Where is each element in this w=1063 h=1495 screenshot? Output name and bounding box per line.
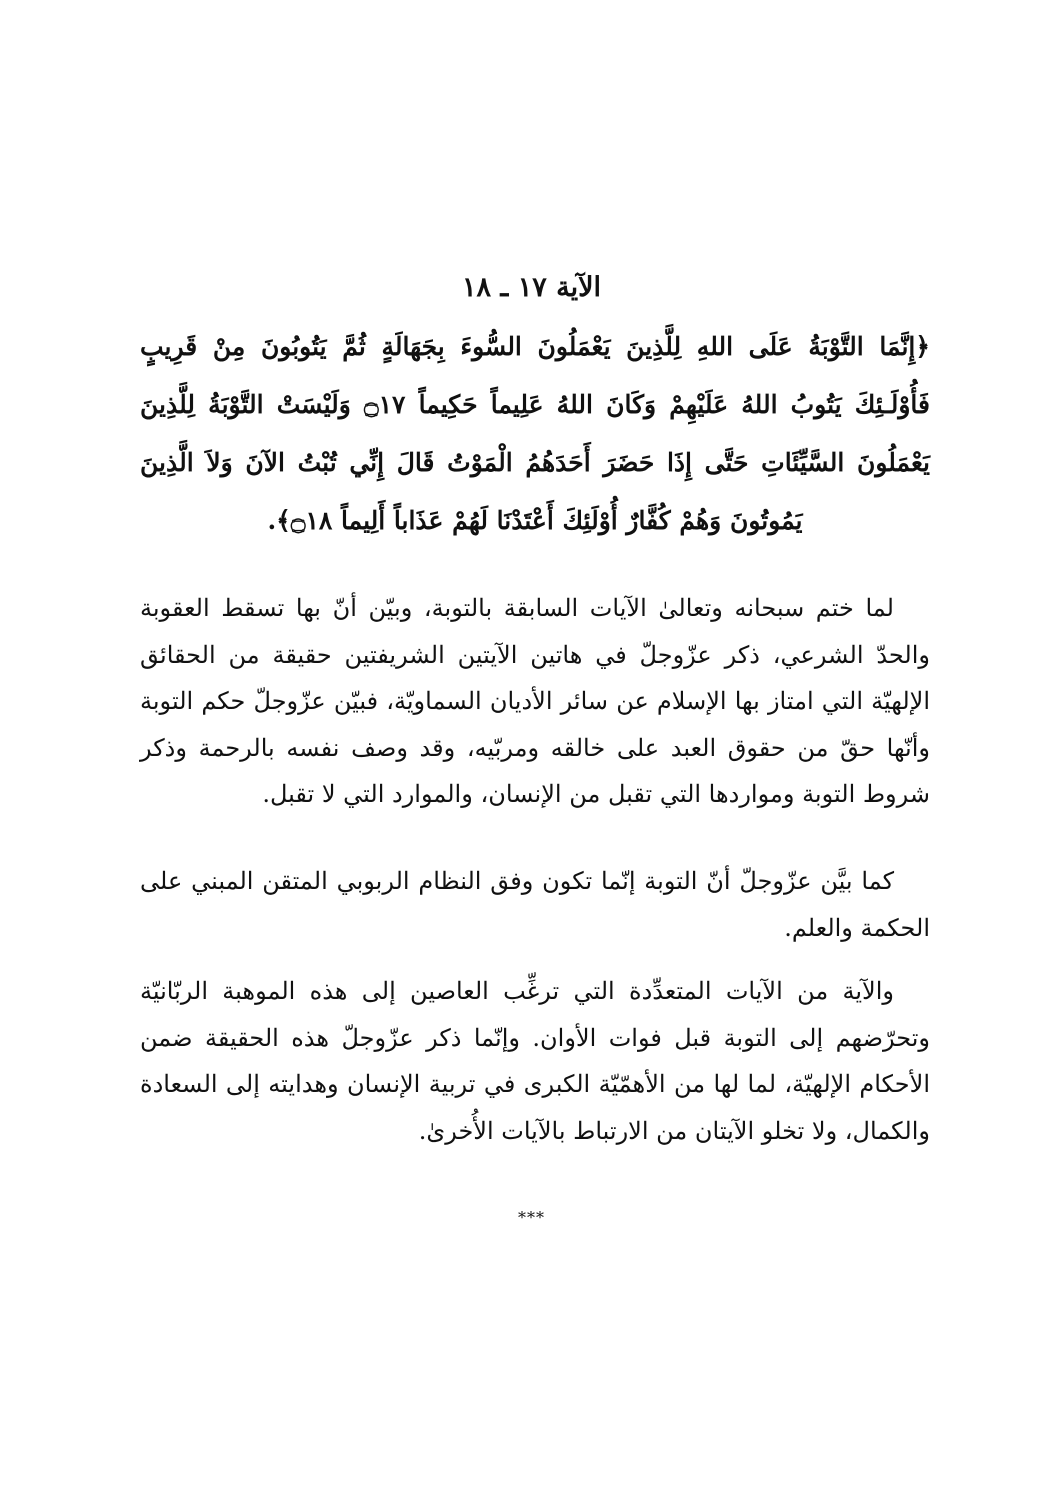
paragraph-text: لما ختم سبحانه وتعالىٰ الآيات السابقة بالتوبة، وبيّن أنّ بها تسقط العقوبة والحدّ الشرعي، ذكر عزّوجلّ في هاتين الآيتين الشريفتين حقيقة من الحقائق الإلهيّة التي امتاز بها الإسلام عن سائر الأديان السماويّة، فبيّن عزّوجلّ حكم التوبة وأنّها حقّ من حقوق العبد على خالقه ومربّيه، وقد وصف نفسه بالرحمة وذكر شروط التوبة ومواردها التي تقبل من الإنسان، والموارد التي لا تقبل. xyxy=(140,594,930,808)
body-paragraph xyxy=(140,858,930,951)
quran-verse-block: ﴿إِنَّمَا التَّوْبَةُ عَلَى اللهِ لِلَّذِينَ يَعْمَلُونَ السُّوءَ بِجَهَالَةٍ ثُمَّ يَتُوبُونَ مِنْ قَرِيبٍ فَأُوْلَـئِكَ يَتُوبُ اللهُ عَلَيْهِمْ وَكَانَ اللهُ عَلِيماً حَكِيماً ۝١٧ وَلَيْسَتْ التَّوْبَةُ لِلَّذِينَ يَعْمَلُونَ السَّيِّئَاتِ حَتَّى إِذَا حَضَرَ أَحَدَهُمُ الْمَوْتُ قَالَ إِنِّي تُبْتُ الآنَ وَلاَ الَّذِينَ يَمُوتُونَ وَهُمْ كُفَّارٌ أُوْلَئِكَ أَعْتَدْنَا لَهُمْ عَذَاباً أَلِيماً ۝١٨﴾. xyxy=(140,332,930,535)
section-separator: *** xyxy=(518,1208,545,1227)
paragraph-text: والآية من الآيات المتعدِّدة التي ترغِّب العاصين إلى هذه الموهبة الربّانيّة وتحرّضهم إلى التوبة قبل فوات الأوان. وإنّما ذكر عزّوجلّ هذه الحقيقة ضمن الأحكام الإلهيّة، لما لها من الأهمّيّة الكبرى في تربية الإنسان وهدايته إلى السعادة والكمال، ولا تخلو الآيتان من الارتباط بالآيات الأُخرىٰ. xyxy=(140,977,930,1145)
verse-heading: الآية ١٧ ـ ١٨ xyxy=(461,272,602,303)
body-paragraph xyxy=(140,968,930,1154)
body-paragraph xyxy=(140,585,930,818)
paragraph-text: كما بيَّن عزّوجلّ أنّ التوبة إنّما تكون وفق النظام الربوبي المتقن المبني على الحكمة والعلم. xyxy=(140,867,930,942)
